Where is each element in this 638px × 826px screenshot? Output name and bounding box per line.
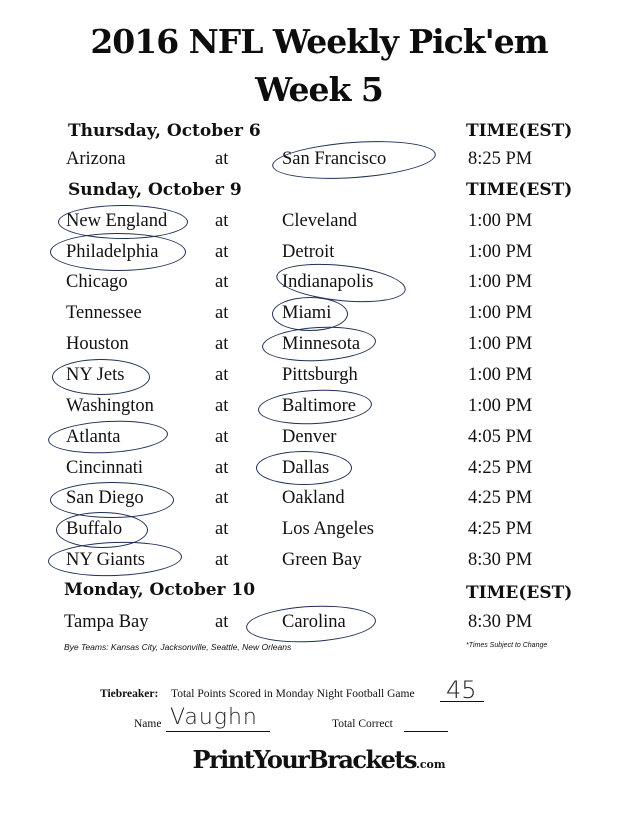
tiebreaker-value[interactable]: 45: [446, 676, 477, 704]
game-row: [0, 303, 638, 333]
at-label: at: [215, 519, 229, 539]
week-label: Week 5: [255, 70, 383, 109]
home-team[interactable]: Cleveland: [282, 211, 358, 231]
time-header-monday: TIME(EST): [466, 583, 573, 603]
home-team[interactable]: Denver: [282, 427, 337, 447]
time-header-sunday: TIME(EST): [466, 180, 573, 200]
away-team[interactable]: Tennessee: [66, 303, 142, 323]
away-team[interactable]: Chicago: [66, 272, 128, 292]
at-label: at: [215, 211, 229, 231]
at-label: at: [215, 272, 229, 292]
home-team[interactable]: Pittsburgh: [282, 365, 358, 385]
tiebreaker-label: Tiebreaker:: [100, 688, 159, 700]
at-label: at: [215, 334, 229, 354]
away-team[interactable]: Washington: [66, 396, 154, 416]
game-row: [0, 242, 638, 272]
tiebreaker-text: Total Points Scored in Monday Night Football Game: [171, 688, 415, 700]
home-team[interactable]: Carolina: [282, 612, 346, 632]
game-row: [0, 550, 638, 580]
times-note: *Times Subject to Change: [466, 642, 548, 649]
home-team[interactable]: Baltimore: [282, 396, 356, 416]
home-team[interactable]: Minnesota: [282, 334, 361, 354]
game-time: 1:00 PM: [468, 303, 533, 323]
name-label: Name: [134, 718, 162, 730]
at-label: at: [215, 488, 229, 508]
away-team[interactable]: Buffalo: [66, 519, 123, 539]
home-team[interactable]: Los Angeles: [282, 519, 374, 539]
name-value[interactable]: Vaughn: [170, 705, 258, 730]
game-time: 4:25 PM: [468, 458, 533, 478]
home-team[interactable]: Dallas: [282, 458, 330, 478]
bye-teams-note: Bye Teams: Kansas City, Jacksonville, Seattle, New Orleans: [64, 642, 292, 652]
at-label: at: [215, 365, 229, 385]
game-row: [0, 519, 638, 549]
page-title: 2016 NFL Weekly Pick'em: [90, 22, 548, 61]
game-row: [0, 365, 638, 395]
game-time: 8:25 PM: [468, 149, 533, 169]
home-team[interactable]: Indianapolis: [282, 272, 374, 292]
brand-logo: PrintYourBrackets.com: [192, 745, 446, 774]
home-team[interactable]: Detroit: [282, 242, 335, 262]
at-label: at: [215, 149, 229, 169]
home-team[interactable]: San Francisco: [282, 149, 387, 169]
at-label: at: [215, 396, 229, 416]
name-line: [166, 731, 270, 732]
total-correct-line[interactable]: [404, 731, 448, 732]
game-row: [0, 334, 638, 364]
at-label: at: [215, 550, 229, 570]
game-time: 1:00 PM: [468, 211, 533, 231]
game-time: 1:00 PM: [468, 396, 533, 416]
game-time: 1:00 PM: [468, 242, 533, 262]
game-time: 1:00 PM: [468, 334, 533, 354]
at-label: at: [215, 612, 229, 632]
away-team[interactable]: Arizona: [66, 149, 126, 169]
game-time: 4:25 PM: [468, 488, 533, 508]
away-team[interactable]: Philadelphia: [66, 242, 159, 262]
away-team[interactable]: Cincinnati: [66, 458, 144, 478]
game-time: 1:00 PM: [468, 272, 533, 292]
at-label: at: [215, 242, 229, 262]
game-time: 1:00 PM: [468, 365, 533, 385]
game-row: [0, 272, 638, 302]
away-team[interactable]: Atlanta: [66, 427, 121, 447]
away-team[interactable]: Houston: [66, 334, 129, 354]
home-team[interactable]: Green Bay: [282, 550, 362, 570]
total-correct-label: Total Correct: [332, 718, 393, 730]
game-row: [0, 396, 638, 426]
game-time: 4:05 PM: [468, 427, 533, 447]
away-team[interactable]: NY Giants: [66, 550, 145, 570]
game-row: [0, 458, 638, 488]
away-team[interactable]: San Diego: [66, 488, 144, 508]
game-time: 8:30 PM: [468, 612, 533, 632]
game-time: 8:30 PM: [468, 550, 533, 570]
home-team[interactable]: Miami: [282, 303, 332, 323]
day-header-monday: Monday, October 10: [64, 580, 256, 600]
away-team[interactable]: Tampa Bay: [64, 612, 149, 632]
game-row: [0, 211, 638, 241]
game-row: [0, 488, 638, 518]
at-label: at: [215, 458, 229, 478]
home-team[interactable]: Oakland: [282, 488, 345, 508]
game-time: 4:25 PM: [468, 519, 533, 539]
at-label: at: [215, 303, 229, 323]
away-team[interactable]: NY Jets: [66, 365, 125, 385]
at-label: at: [215, 427, 229, 447]
game-row: [0, 149, 638, 179]
day-header-sunday: Sunday, October 9: [68, 180, 242, 200]
game-row: [0, 612, 638, 642]
time-header-thursday: TIME(EST): [466, 121, 573, 141]
day-header-thursday: Thursday, October 6: [68, 121, 261, 141]
game-row: [0, 427, 638, 457]
away-team[interactable]: New England: [66, 211, 168, 231]
